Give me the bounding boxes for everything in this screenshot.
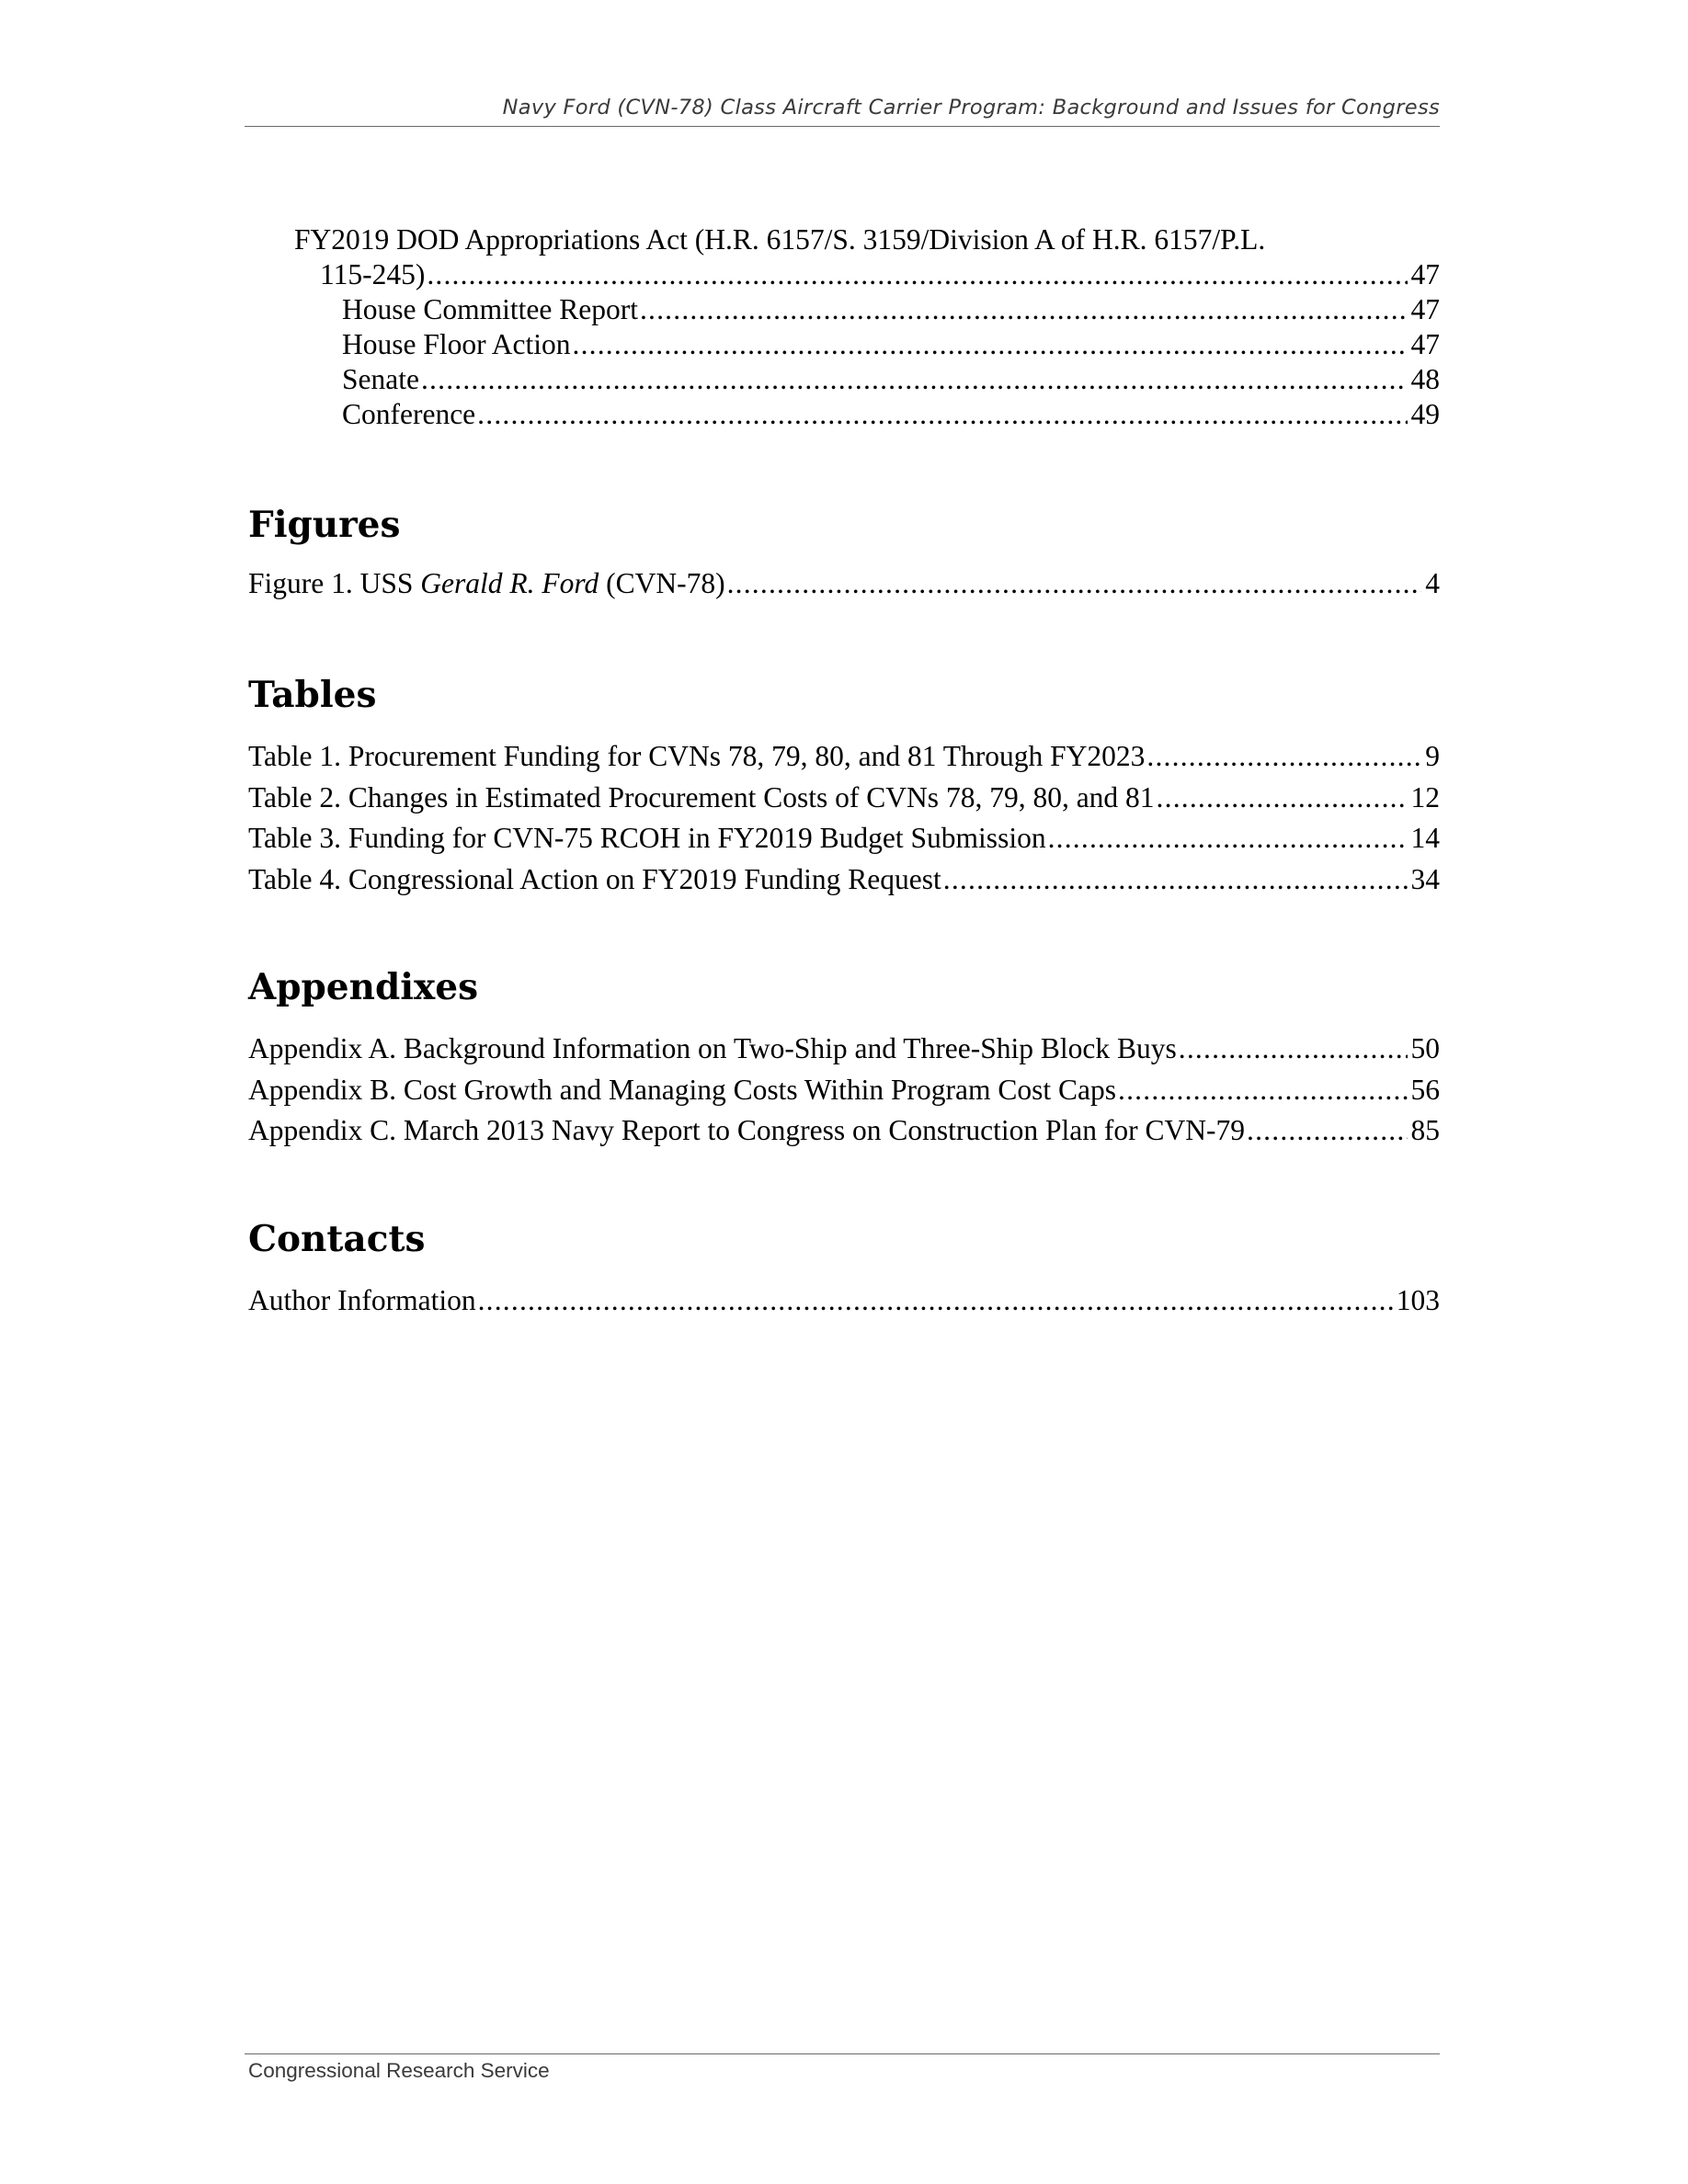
title-prefix: Figure 1. USS: [248, 567, 421, 599]
toc-page-number: 85: [1410, 1114, 1440, 1146]
dot-leader: [640, 292, 1408, 327]
appendixes-list: [248, 1029, 1440, 1152]
toc-entry-title: Author Information: [248, 1280, 476, 1322]
title-suffix: (CVN-78): [599, 567, 725, 599]
dot-leader: [1157, 778, 1408, 819]
ship-name: Gerald R. Ford: [420, 567, 599, 599]
toc-entry-appropriations-line1[interactable]: [248, 222, 1440, 257]
toc-page-number: 47: [1410, 258, 1440, 290]
contacts-list: [248, 1280, 1440, 1322]
dot-leader: [1247, 1110, 1407, 1152]
toc-entry-author-information[interactable]: [248, 1280, 1440, 1322]
toc-entry-senate[interactable]: [248, 362, 1440, 397]
footer-rule: [245, 2053, 1440, 2054]
figures-heading: Figures: [248, 504, 401, 546]
figures-list: [248, 566, 1440, 601]
toc-page-number: 14: [1410, 822, 1440, 854]
toc-entry-title: 115-245): [320, 258, 426, 290]
toc-entry-appendix-c[interactable]: [248, 1110, 1440, 1152]
dot-leader: [573, 327, 1408, 362]
toc-page-number: 56: [1410, 1073, 1440, 1106]
toc-page-number: 34: [1410, 862, 1440, 895]
dot-leader: [1118, 1070, 1407, 1111]
dot-leader: [427, 257, 1407, 292]
toc-page-number: 48: [1410, 363, 1440, 395]
dot-leader: [1048, 818, 1408, 859]
toc-entry-title: [248, 566, 725, 601]
toc-page-number: 50: [1410, 1032, 1440, 1064]
dot-leader: [943, 859, 1408, 901]
toc-entry-title: Table 4. Congressional Action on FY2019 Funding Request: [248, 859, 941, 901]
toc-entry-title: Table 1. Procurement Funding for CVNs 78, 79, 80, and 81 Through FY2023: [248, 736, 1145, 778]
toc-entry-appendix-b[interactable]: [248, 1070, 1440, 1111]
toc-entry-conference[interactable]: [248, 397, 1440, 432]
dot-leader: [727, 566, 1422, 601]
toc-entry-table-3[interactable]: [248, 818, 1440, 859]
toc-page-number: 49: [1410, 398, 1440, 430]
toc-entry-title: Appendix C. March 2013 Navy Report to Congress on Construction Plan for CVN-79: [248, 1110, 1245, 1152]
header-rule: [245, 126, 1440, 127]
toc-entry-title: Table 2. Changes in Estimated Procurement Costs of CVNs 78, 79, 80, and 81: [248, 778, 1155, 819]
toc-entry-table-1[interactable]: [248, 736, 1440, 778]
dot-leader: [1179, 1029, 1408, 1070]
toc-entry-appendix-a[interactable]: [248, 1029, 1440, 1070]
toc-entry-table-2[interactable]: [248, 778, 1440, 819]
dot-leader: [478, 1280, 1393, 1322]
toc-page-number: 4: [1425, 567, 1440, 599]
dot-leader: [477, 397, 1407, 432]
footer-text: Congressional Research Service: [248, 2059, 550, 2082]
tables-list: [248, 736, 1440, 900]
toc-entry-title: House Floor Action: [342, 328, 571, 360]
toc-entry-house-floor-action[interactable]: [248, 327, 1440, 362]
toc-page-number: 9: [1425, 740, 1440, 772]
toc-page-number: 47: [1410, 328, 1440, 360]
toc-page-number: 12: [1410, 780, 1440, 813]
running-header: Navy Ford (CVN-78) Class Aircraft Carrier Program: Background and Issues for Congress: [502, 96, 1440, 119]
toc-entry-title: Conference: [342, 398, 476, 430]
toc-page-number: 103: [1396, 1284, 1440, 1316]
dot-leader: [421, 362, 1408, 397]
toc-entry-title: FY2019 DOD Appropriations Act (H.R. 6157/S. 3159/Division A of H.R. 6157/P.L.: [294, 223, 1266, 256]
toc-entry-appropriations-line2[interactable]: [248, 257, 1440, 292]
toc-continued: [248, 222, 1440, 432]
toc-entry-title: Appendix A. Background Information on Two-Ship and Three-Ship Block Buys: [248, 1029, 1177, 1070]
toc-entry-title: Table 3. Funding for CVN-75 RCOH in FY2019 Budget Submission: [248, 818, 1046, 859]
contacts-heading: Contacts: [248, 1218, 426, 1260]
toc-entry-title: Appendix B. Cost Growth and Managing Costs Within Program Cost Caps: [248, 1070, 1116, 1111]
dot-leader: [1146, 736, 1421, 778]
toc-entry-house-committee-report[interactable]: [248, 292, 1440, 327]
toc-entry-title: House Committee Report: [342, 293, 638, 325]
toc-entry-figure-1[interactable]: [248, 566, 1440, 601]
tables-heading: Tables: [248, 674, 377, 716]
appendixes-heading: Appendixes: [248, 966, 479, 1008]
toc-entry-title: Senate: [342, 363, 419, 395]
toc-page-number: 47: [1410, 293, 1440, 325]
toc-entry-table-4[interactable]: [248, 859, 1440, 901]
